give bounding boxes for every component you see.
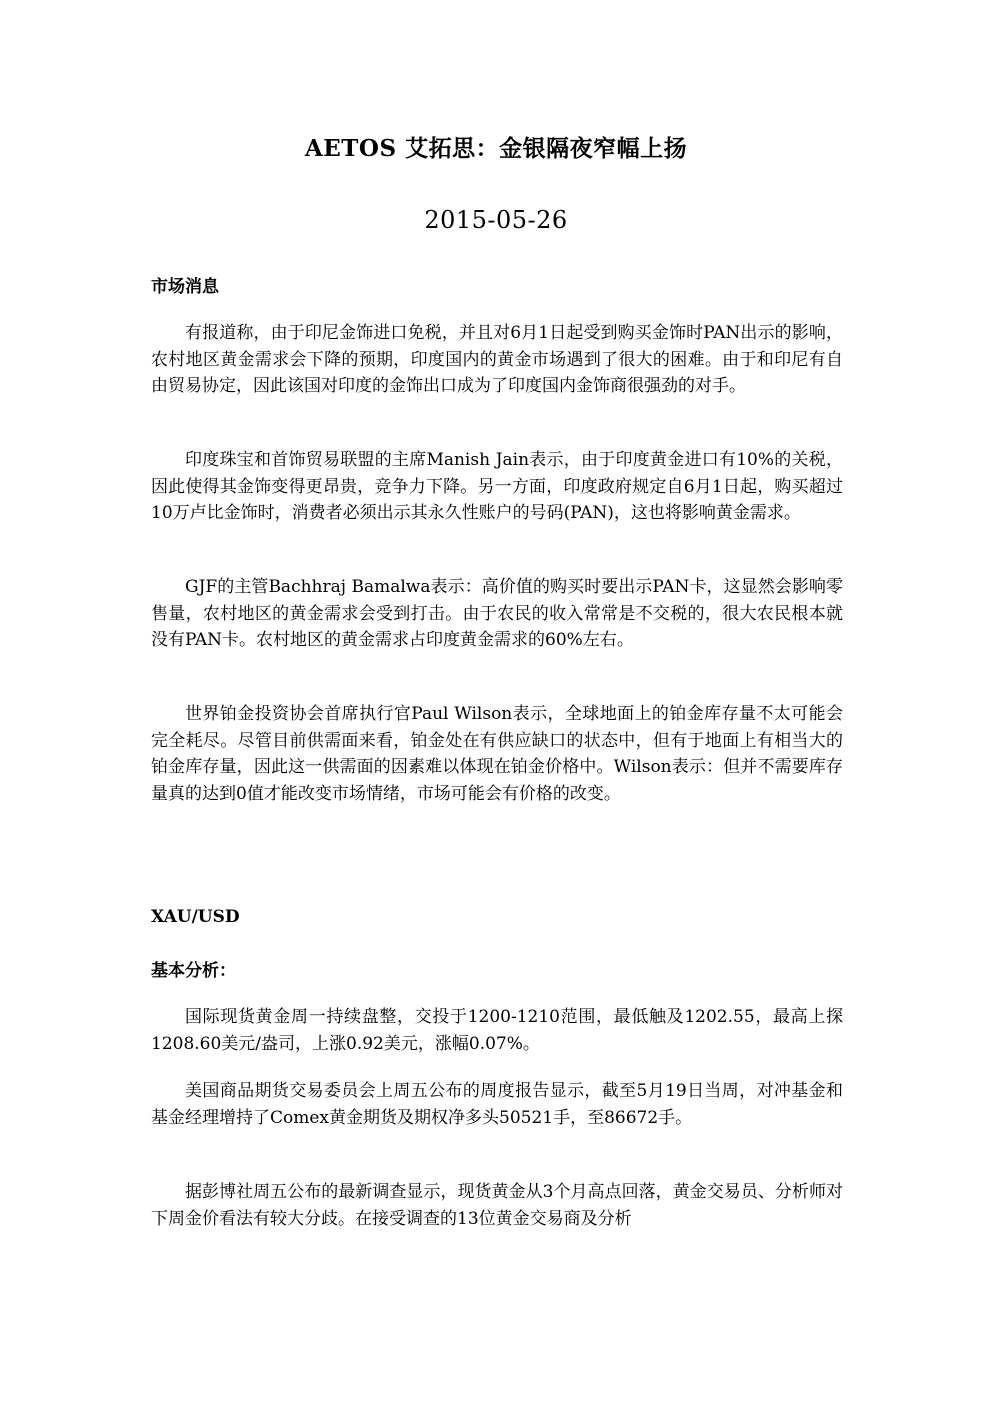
market-paragraph-4: 世界铂金投资协会首席执行官Paul Wilson表示，全球地面上的铂金库存量不太可能会完全耗尽。尽管目前供需面来看，铂金处在有供应缺口的状态中，但有于地面上有相当大的铂金库存量，因此这一供需面的因素难以体现在铂金价格中。Wilson表示：但并不需要库存量真的达到0值才能改变市场情绪，市场可能会有价格的改变。 — [151, 704, 843, 804]
market-paragraph-3: GJF的主管Bachhraj Bamalwa表示：高价值的购买时要出示PAN卡，这显然会影响零售量，农村地区的黄金需求会受到打击。由于农民的收入常常是不交税的，很大农民根本就没有PAN卡。农村地区的黄金需求占印度黄金需求的60%左右。 — [151, 577, 843, 650]
section-heading-symbol: XAU/USD — [151, 907, 240, 927]
section-heading-market-news: 市场消息 — [151, 277, 219, 297]
market-paragraph-1: 有报道称，由于印尼金饰进口免税，并且对6月1日起受到购买金饰时PAN出示的影响，农村地区黄金需求会下降的预期，印度国内的黄金市场遇到了很大的困难。由于和印尼有自由贸易协定，因此该国对印度的金饰出口成为了印度国内金饰商很强劲的对手。 — [151, 323, 843, 396]
fundamental-paragraph-2: 美国商品期货交易委员会上周五公布的周度报告显示，截至5月19日当周，对冲基金和基金经理增持了Comex黄金期货及期权净多头50521手，至86672手。 — [151, 1081, 843, 1128]
document-title: AETOS 艾拓思：金银隔夜窄幅上扬 — [304, 135, 688, 162]
document-date: 2015-05-26 — [424, 206, 568, 234]
section-heading-fundamental: 基本分析： — [151, 961, 236, 981]
fundamental-paragraph-3: 据彭博社周五公布的最新调查显示，现货黄金从3个月高点回落，黄金交易员、分析师对下周金价看法有较大分歧。在接受调查的13位黄金交易商及分析 — [151, 1182, 843, 1229]
market-paragraph-2: 印度珠宝和首饰贸易联盟的主席Manish Jain表示，由于印度黄金进口有10%的关税，因此使得其金饰变得更昂贵，竞争力下降。另一方面，印度政府规定自6月1日起，购买超过10万卢比金饰时，消费者必须出示其永久性账户的号码(PAN)，这也将影响黄金需求。 — [151, 450, 843, 523]
fundamental-paragraph-1: 国际现货黄金周一持续盘整，交投于1200-1210范围，最低触及1202.55，最高上探1208.60美元/盎司，上涨0.92美元，涨幅0.07%。 — [151, 1007, 843, 1054]
